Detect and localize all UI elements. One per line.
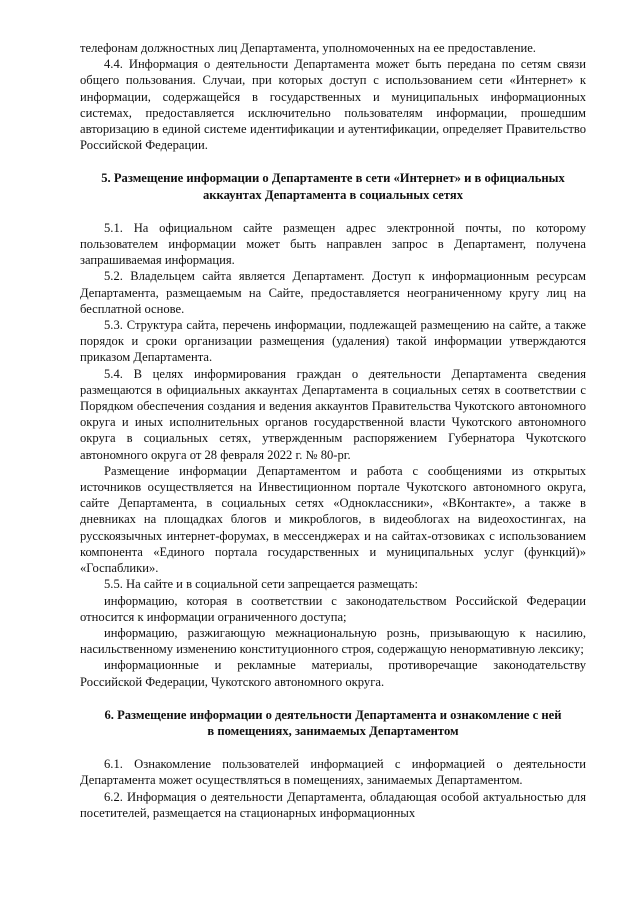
section-5-heading-line-2: аккаунтах Департамента в социальных сетях xyxy=(202,187,464,202)
section-6-heading-line-2: в помещениях, занимаемых Департаментом xyxy=(207,723,459,738)
paragraph-5-1: 5.1. На официальном сайте размещен адрес электронной почты, по которому пользователем информации может быть направлен запрос в Департамент, получена запрашиваемая информация. xyxy=(80,220,586,268)
section-5-heading-line-1: 5. Размещение информации о Департаменте в сети «Интернет» и в официальных xyxy=(101,171,565,186)
paragraph-5-3: 5.3. Структура сайта, перечень информации, подлежащей размещению на сайте, а также порядок и сроки организации размещения (удаления) такой информации утверждаются приказом Департамента. xyxy=(80,318,586,365)
paragraph-5-5-item-c: информационные и рекламные материалы, противоречащие законодательству Российской Федерации, Чукотского автономного округа. xyxy=(80,658,586,689)
document-page xyxy=(80,40,586,821)
paragraph-5-5-item-b: информацию, разжигающую межнациональную рознь, призывающую к насилию, насильственному изменению конституционного строя, содержащую ненормативную лексику; xyxy=(80,625,586,657)
spacer xyxy=(80,739,586,756)
paragraph-5-4: 5.4. В целях информирования граждан о деятельности Департамента сведения размещаются в официальных аккаунтах Департамента в социальных сетях в соответствии с Порядком обеспечения создания и ведения аккаунтов Правительства Чукотского автономного округа и иных исполнительных органов государственной власти Чукотского автономного округа в социальных сетях, утвержденным распоряжением Губернатора Чукотского автономного округа от 28 февраля 2022 г. № 80-рг. xyxy=(80,366,586,462)
section-6-heading xyxy=(80,707,586,739)
paragraph-4-4: 4.4. Информация о деятельности Департамента может быть передана по сетям связи общего пользования. Случаи, при которых доступ с использованием сети «Интернет» к информации, содержащейся в государственных и муниципальных информационных системах, предоставляется исключительно пользователям информации, прошедшим авторизацию в единой системе идентификации и аутентификации, определяет Правительство Российской Федерации. xyxy=(80,57,586,153)
paragraph-5-5-item-a: информацию, которая в соответствии с законодательством Российской Федерации относится к информации ограниченного доступа; xyxy=(80,593,586,624)
paragraph-5-4-continued: Размещение информации Департаментом и работа с сообщениями из открытых источников осуществляется на Инвестиционном портале Чукотского автономного округа, сайте Департамента, в социальных сетях «Одноклассники», «ВКонтакте», а также в дневниках на площадках блогов и микроблогов, в видеоблогах на видеохостингах, на русскоязычных интернет-форумах, в мессенджерах и на сайтах-отзовиках с использованием компонента «Единого портала государственных и муниципальных услуг (функций)» «Госпаблики». xyxy=(80,463,586,576)
spacer xyxy=(80,690,586,707)
spacer xyxy=(80,203,586,220)
section-5-heading xyxy=(80,170,586,202)
section-6-heading-line-1: 6. Размещение информации о деятельности Департамента и ознакомление с ней xyxy=(104,707,562,722)
spacer xyxy=(80,153,586,170)
paragraph-6-2: 6.2. Информация о деятельности Департамента, обладающая особой актуальностью для посетителей, размещается на стационарных информационных xyxy=(80,789,586,820)
paragraph-5-5: 5.5. На сайте и в социальной сети запрещается размещать: xyxy=(104,577,418,592)
paragraph-5-2: 5.2. Владельцем сайта является Департамент. Доступ к информационным ресурсам Департамента, размещаемым на Сайте, предоставляется неограниченному кругу лиц на бесплатной основе. xyxy=(80,269,586,316)
intro-tail-paragraph: телефонам должностных лиц Департамента, уполномоченных на ее предоставление. xyxy=(80,41,536,55)
paragraph-6-1: 6.1. Ознакомление пользователей информацией с информацией о деятельности Департамента может осуществляться в помещениях, занимаемых Департаментом. xyxy=(80,757,586,788)
